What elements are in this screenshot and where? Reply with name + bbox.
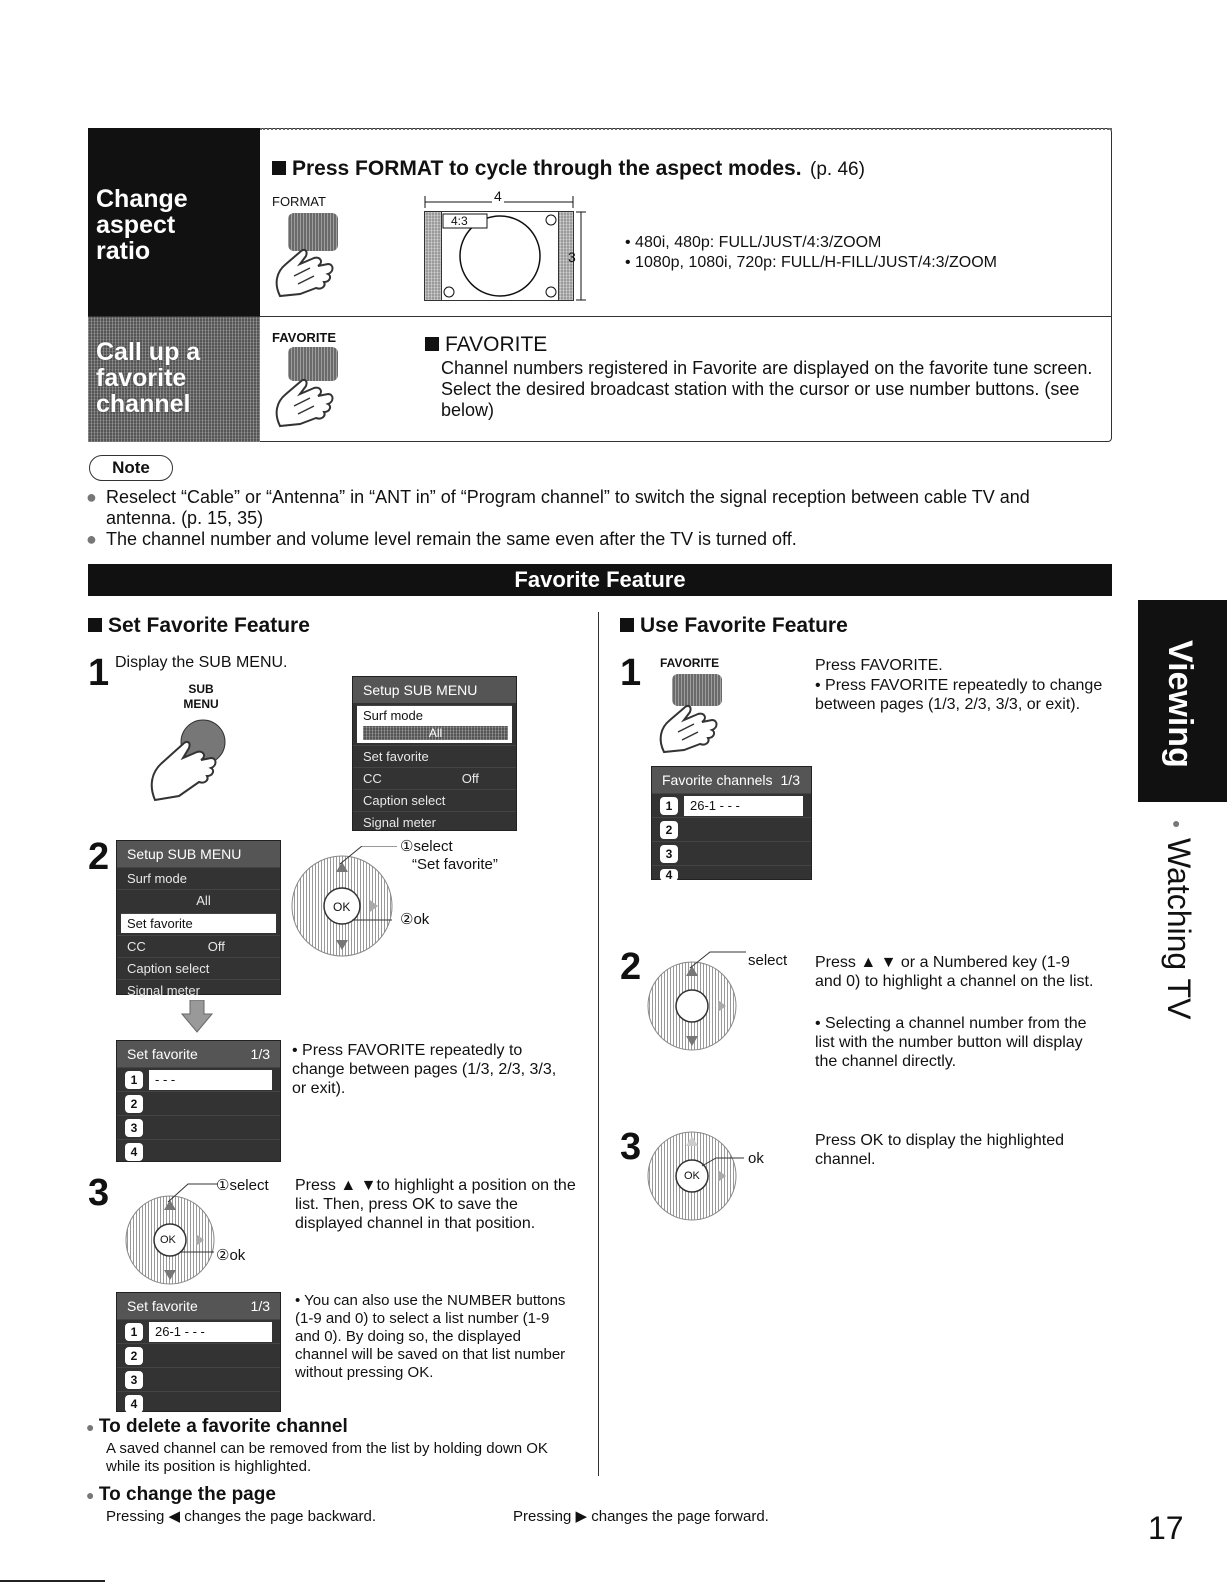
menu-all-bar <box>363 726 508 740</box>
favorite-feature-banner-text: Favorite Feature <box>514 567 686 592</box>
fav-list-page: 1/3 <box>250 1046 270 1062</box>
fav-row-number: 4 <box>125 1143 143 1161</box>
menu-title: Setup SUB MENU <box>353 677 516 703</box>
fav-row-number: 1 <box>125 1071 143 1089</box>
fav-row-number: 1 <box>660 797 678 815</box>
use-favorite-button-label: FAVORITE <box>660 656 720 670</box>
step3-select-callout: ①select <box>216 1177 269 1194</box>
menu-row-caption-select[interactable]: Caption select <box>353 789 516 811</box>
set-step3-note: • You can also use the NUMBER buttons (1-9 and 0) to select a list number (1-9 and 0). By doing so, the displayed channel will be saved on that list number without pressing OK. <box>295 1292 566 1381</box>
menu-all-value: All <box>428 726 443 740</box>
menu-row-surf-mode[interactable]: Surf mode <box>117 867 280 889</box>
note-badge <box>89 455 173 481</box>
fav-list-row[interactable] <box>117 1115 280 1139</box>
menu-row-value: Off <box>461 771 479 786</box>
fav-list-row[interactable] <box>117 1367 280 1391</box>
setup-sub-menu-step1 <box>352 676 517 831</box>
use-step3-text: Press OK to display the highlighted channel. <box>815 1132 1065 1168</box>
change-page-bullet-icon: ● <box>86 1487 95 1503</box>
side-tab-bullet-icon: ● <box>1172 815 1181 831</box>
aspect-screen-diagram <box>424 211 574 301</box>
menu-all-value: All <box>196 893 211 908</box>
use-step1-note: • Press FAVORITE repeatedly to change between pages (1/3, 2/3, 3/3, or exit). <box>815 677 1103 713</box>
fav-channels-title-row <box>652 767 811 793</box>
fav-list-row[interactable] <box>117 1343 280 1367</box>
set-step1-number: 1 <box>88 652 110 694</box>
menu-row-surf-mode[interactable] <box>357 705 512 743</box>
fav-row-value: 26-1 - - - <box>149 1322 272 1342</box>
menu-row-cc[interactable] <box>117 935 280 957</box>
delete-text: A saved channel can be removed from the list by holding down OK while its position is highlighted. <box>106 1440 548 1475</box>
aspect-modes-list <box>625 233 997 273</box>
column-divider <box>598 612 599 1476</box>
use-step2-note: • Selecting a channel number from the list with the number button will display the channel directly. <box>815 1015 1087 1070</box>
menu-row-caption-select[interactable]: Caption select <box>117 957 280 979</box>
note-item-text: The channel number and volume level remain the same even after the TV is turned off. <box>106 529 797 549</box>
page-number: 17 <box>1148 1510 1184 1546</box>
fav-row-number: 2 <box>125 1095 143 1113</box>
menu-row-set-favorite[interactable]: Set favorite <box>353 745 516 767</box>
set-favorite-list-saved <box>116 1292 281 1412</box>
bullet-square-icon <box>88 618 102 632</box>
step3-ok-callout: ②ok <box>216 1247 246 1264</box>
use-step3-ok-callout: ok <box>748 1150 764 1167</box>
fav-list-row[interactable] <box>117 1391 280 1415</box>
menu-title: Setup SUB MENU <box>117 841 280 867</box>
fav-row-number: 3 <box>125 1119 143 1137</box>
bullet-square-icon <box>620 618 634 632</box>
fav-list-title-row <box>117 1293 280 1319</box>
menu-row-label: CC <box>127 939 146 954</box>
note-item <box>86 487 1096 529</box>
step2-select-callout <box>400 838 498 874</box>
menu-row-cc[interactable] <box>353 767 516 789</box>
change-page-heading-row <box>86 1484 276 1506</box>
fav-list-title-row <box>117 1041 280 1067</box>
sub-menu-button-label: SUB MENU <box>183 682 219 711</box>
screen-mode-label: 4:3 <box>451 214 468 228</box>
delete-bullet-icon: ● <box>86 1419 95 1435</box>
menu-row-label: CC <box>363 771 382 786</box>
set-step3-text: Press ▲ ▼to highlight a position on the list. Then, press OK to save the displayed channel in that position. <box>295 1177 576 1232</box>
down-arrow-icon <box>180 1000 214 1034</box>
fav-channels-row[interactable] <box>652 817 811 841</box>
change-aspect-label-box <box>88 128 260 316</box>
fav-channels-row[interactable] <box>652 793 811 817</box>
dial-ok-label: OK <box>333 900 351 914</box>
step2-ok-callout: ②ok <box>400 911 430 928</box>
screen-height-arrow <box>576 211 586 301</box>
fav-list-row[interactable] <box>117 1091 280 1115</box>
step2-select-text: ①select <box>400 838 453 855</box>
menu-row-label: Surf mode <box>363 708 423 723</box>
menu-row-set-favorite[interactable]: Set favorite <box>121 913 276 933</box>
dial-ok-label: OK <box>684 1170 700 1182</box>
note-list <box>86 487 1096 550</box>
set-step1-text: Display the SUB MENU. <box>115 654 288 671</box>
fav-list-title: Set favorite <box>127 1046 198 1062</box>
change-page-backward: Pressing ◀ changes the page backward. <box>106 1508 377 1525</box>
fav-row-number: 4 <box>125 1395 143 1413</box>
menu-row-signal-meter[interactable]: Signal meter <box>353 811 516 833</box>
note-item-text: Reselect “Cable” or “Antenna” in “ANT in” of “Program channel” to switch the signal reception between cable TV and antenna. (p. 15, 35) <box>106 487 1030 528</box>
menu-row-all <box>117 889 280 911</box>
note-bullet-icon: ● <box>86 487 97 507</box>
fav-channels-title: Favorite channels <box>662 772 773 788</box>
aspect-mode-1080: • 1080p, 1080i, 720p: FULL/H-FILL/JUST/4:3/ZOOM <box>625 254 997 271</box>
use-feature-heading-row <box>620 614 848 638</box>
screen-height-label: 3 <box>568 249 576 265</box>
favorite-feature-banner <box>88 564 1112 596</box>
aspect-mode-480: • 480i, 480p: FULL/JUST/4:3/ZOOM <box>625 234 882 251</box>
use-step2-number: 2 <box>620 946 642 988</box>
format-heading-row <box>272 157 1092 181</box>
fav-list-row[interactable] <box>117 1067 280 1091</box>
dial-ok-label: OK <box>160 1234 176 1246</box>
set-favorite-list <box>116 1040 281 1162</box>
fav-channels-page: 1/3 <box>780 772 800 788</box>
fav-channels-row[interactable] <box>652 865 811 882</box>
side-tab-viewing-text: Viewing <box>1161 640 1199 768</box>
change-page-forward: Pressing ▶ changes the page forward. <box>513 1508 769 1525</box>
call-up-label: Call up a favorite channel <box>96 338 201 418</box>
favorite-heading-row <box>425 333 547 357</box>
use-step2-select-callout: select <box>748 952 788 969</box>
format-button-label: FORMAT <box>272 194 326 209</box>
change-page-heading: To change the page <box>98 1484 276 1505</box>
bottom-rule <box>0 1580 105 1582</box>
fav-list-page: 1/3 <box>250 1298 270 1314</box>
menu-row-value: Off <box>207 939 225 954</box>
fav-row-number: 3 <box>125 1371 143 1389</box>
fav-list-title: Set favorite <box>127 1298 198 1314</box>
delete-heading-row <box>86 1416 348 1438</box>
fav-row-number: 4 <box>660 869 678 881</box>
side-tab-watching-tv: Watching TV <box>1161 838 1197 1020</box>
set-feature-heading-row <box>88 614 310 638</box>
note-item <box>86 529 1096 550</box>
step2-select-target: “Set favorite” <box>412 856 498 873</box>
top-box-dotted-top <box>260 128 1112 130</box>
set-step3-number: 3 <box>88 1172 110 1214</box>
set-feature-heading: Set Favorite Feature <box>108 614 310 637</box>
delete-heading: To delete a favorite channel <box>98 1416 348 1437</box>
use-step3-number: 3 <box>620 1126 642 1168</box>
change-aspect-label: Change aspect ratio <box>96 185 188 265</box>
use-step2-text: Press ▲ ▼ or a Numbered key (1-9 and 0) to highlight a channel on the list. <box>815 954 1094 990</box>
set-step2-number: 2 <box>88 836 110 878</box>
fav-list-row[interactable] <box>117 1139 280 1163</box>
hand-pointer-icon <box>654 688 724 758</box>
fav-row-value: 26-1 - - - <box>684 796 803 816</box>
set-step2-note: • Press FAVORITE repeatedly to change between pages (1/3, 2/3, 3/3, or exit). <box>292 1042 557 1097</box>
note-label: Note <box>112 458 150 477</box>
fav-row-number: 2 <box>660 821 678 839</box>
bullet-square-icon <box>425 337 439 351</box>
fav-row-number: 3 <box>660 845 678 863</box>
side-tab-viewing <box>1138 600 1227 802</box>
menu-row-signal-meter[interactable]: Signal meter <box>117 979 280 1001</box>
fav-row-number: 2 <box>125 1347 143 1365</box>
bullet-square-icon <box>272 161 286 175</box>
hand-pointer-icon <box>270 232 340 302</box>
fav-list-row[interactable] <box>117 1319 280 1343</box>
fav-row-number: 1 <box>125 1323 143 1341</box>
favorite-channels-list <box>651 766 812 880</box>
favorite-button-label: FAVORITE <box>272 330 337 345</box>
use-step1-number: 1 <box>620 652 642 694</box>
fav-row-value: - - - <box>149 1070 272 1090</box>
setup-sub-menu-step2 <box>116 840 281 998</box>
remote-dial-icon <box>640 1120 770 1230</box>
use-feature-heading: Use Favorite Feature <box>640 614 848 637</box>
hand-pointer-icon <box>270 362 340 432</box>
fav-channels-row[interactable] <box>652 841 811 865</box>
screen-width-label: 4 <box>494 188 502 204</box>
format-page-ref: (p. 46) <box>810 159 865 180</box>
call-up-label-box <box>88 317 260 442</box>
favorite-heading: FAVORITE <box>445 333 548 356</box>
favorite-text: Channel numbers registered in Favorite are displayed on the favorite tune screen. Select the desired broadcast station with the cursor or use number buttons. (see below) <box>441 358 1093 420</box>
use-step1-text: Press FAVORITE. <box>815 657 943 674</box>
sub-menu-hand-icon <box>145 716 235 806</box>
format-heading: Press FORMAT to cycle through the aspect modes. <box>292 157 802 180</box>
note-bullet-icon: ● <box>86 529 97 549</box>
